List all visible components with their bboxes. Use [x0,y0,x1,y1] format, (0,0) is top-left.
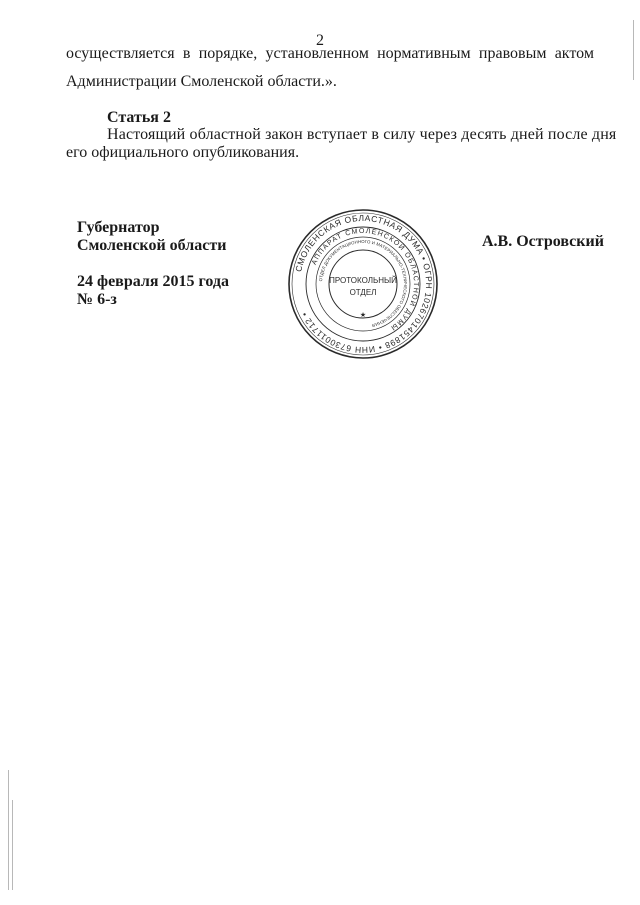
word: в [182,45,191,62]
article-text-line-2: его официального опубликования. [66,144,300,161]
word: порядке, [198,45,258,62]
signatory-position-line-1: Губернатор [77,219,160,236]
signatory-name: А.В. Островский [482,233,604,250]
scan-edge-mark [633,20,634,80]
page-number: 2 [316,32,324,49]
word: нормативным [377,45,471,62]
stamp-center-line-2: ОТДЕЛ [349,288,377,297]
article-text-line-1: Настоящий областной закон вступает в силу через десять дней после дня [107,126,617,143]
paragraph-line-2: Администрации Смоленской области.». [66,73,337,90]
scan-edge-mark [12,800,13,890]
scan-edge-mark [8,770,9,890]
word: актом [554,45,594,62]
law-date: 24 февраля 2015 года [77,273,229,290]
paragraph-line-1 [66,44,594,64]
signatory-position-line-2: Смоленской области [77,237,227,254]
article-heading: Статья 2 [107,109,171,126]
stamp-outer-text: СМОЛЕНСКАЯ ОБЛАСТНАЯ ДУМА • ОГРН 1026701451898 • ИНН 6730011712 • [293,212,435,356]
stamp-star-icon: ★ [359,312,367,319]
stamp-inner-text: ОТДЕЛ ДОКУМЕНТАЦИОННОГО И МАТЕРИАЛЬНО-ТЕХНИЧЕСКОГО ОБЕСПЕЧЕНИЯ [318,238,409,328]
stamp-center-line-1: ПРОТОКОЛЬНЫЙ [329,276,397,285]
word: осуществляется [66,45,175,62]
law-number: № 6-з [77,291,117,308]
stamp-middle-text: АППАРАТ СМОЛЕНСКОЙ ОБЛАСТНОЙ ДУМЫ [310,227,420,332]
word: правовым [478,45,547,62]
official-seal-stamp [286,207,440,361]
word: установленном [265,45,369,62]
